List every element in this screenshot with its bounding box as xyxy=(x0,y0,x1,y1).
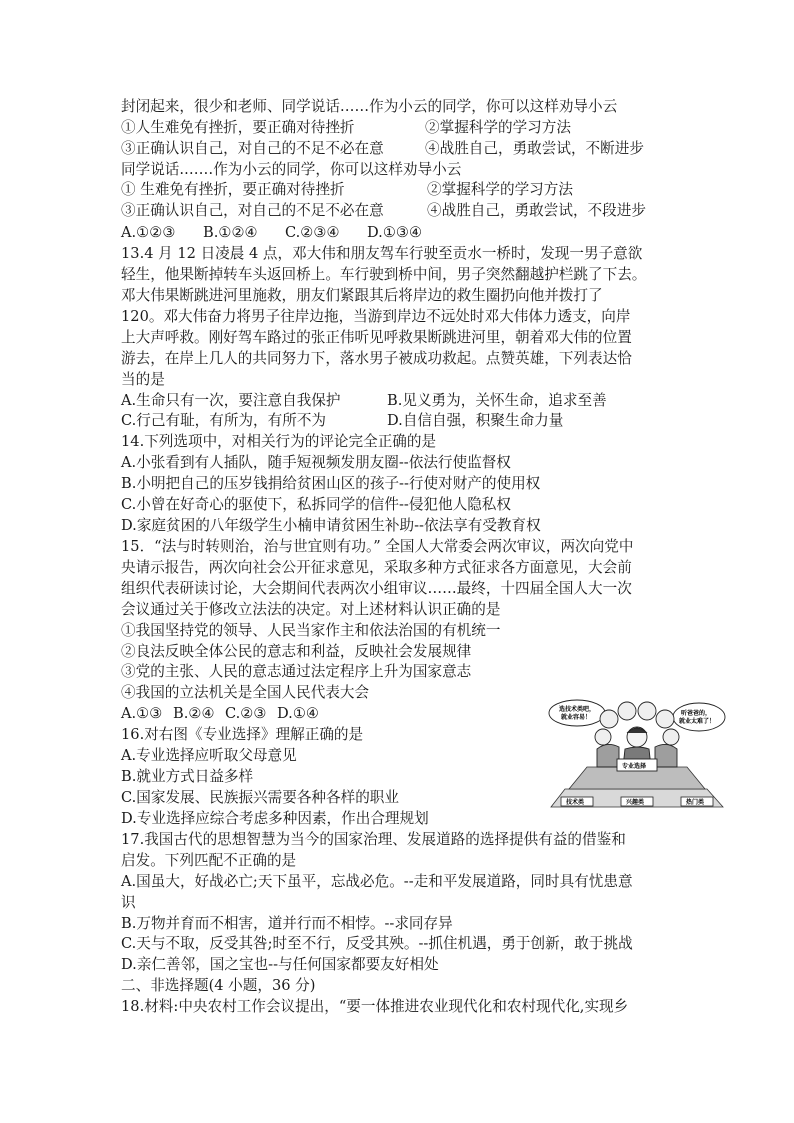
text-line: 同学说话.……作为小云的同学，你可以这样劝导小云 xyxy=(121,161,462,178)
option-row xyxy=(121,179,573,200)
option: B.②④ xyxy=(173,705,215,722)
option: A.①②③ xyxy=(121,224,176,241)
bubble-text: 就业太难了！ xyxy=(679,718,716,725)
answer-options xyxy=(121,703,319,724)
text-line: ④我国的立法机关是全国人民代表大会 xyxy=(121,684,370,701)
text-line: C.国家发展、民族振兴需要各种各样的职业 xyxy=(121,789,399,806)
option: ③正确认识自己，对自己的不足不必在意 xyxy=(121,202,384,219)
text-line: 央请示报告，两次向社会公开征求意见，采取多种方式征求各方面意见，大会前 xyxy=(121,559,632,576)
option: ④战胜自己，勇敢尝试，不断进步 xyxy=(425,140,644,157)
question-18: 18.材料:中央农村工作会议提出，“要一体推进农业现代化和农村现代化,实现乡 xyxy=(121,998,629,1015)
question-15: 15．“法与时转则治，治与世宜则有功。” 全国人大常委会两次审议，两次向党中 xyxy=(121,538,634,555)
text-line: D.专业选择应综合考虑多种因素，作出合理规划 xyxy=(121,810,429,827)
left-speech-bubble xyxy=(549,700,605,726)
path-label: 技术类 xyxy=(566,799,585,806)
text-line: A.小张看到有人插队，随手短视频发朋友圈--依法行使监督权 xyxy=(121,454,511,471)
question-16: 16.对右图《专业选择》理解正确的是 xyxy=(121,726,364,743)
text-line: 识 xyxy=(121,894,136,911)
option: ②掌握科学的学习方法 xyxy=(425,119,571,136)
option-row xyxy=(121,200,646,221)
center-label: 专业选择 xyxy=(622,763,647,770)
cartoon-professional-choice xyxy=(547,697,727,809)
text-line: ②良法反映全体公民的意志和利益，反映社会发展规律 xyxy=(121,643,472,660)
text-line: D.亲仁善邻，国之宝也--与任何国家都要友好相处 xyxy=(121,956,439,973)
right-speech-bubble xyxy=(673,703,725,731)
text-line: 上大声呼救。刚好驾车路过的张正伟听见呼救果断跳进河里，朝着邓大伟的位置 xyxy=(121,329,632,346)
option: B.见义勇为，关怀生命，追求至善 xyxy=(387,392,607,409)
text-line: ①我国坚持党的领导、人民当家作主和依法治国的有机统一 xyxy=(121,622,501,639)
text-line: 当的是 xyxy=(121,371,165,388)
question-13: 13.4 月 12 日凌晨 4 点，邓大伟和朋友驾车行驶至贡水一桥时，发现一男子意欲 xyxy=(121,245,643,262)
question-14: 14.下列选项中，对相关行为的评论完全正确的是 xyxy=(121,433,437,450)
path-label: 热门类 xyxy=(686,799,705,806)
option-row xyxy=(121,390,607,411)
option: D.自信自强，积聚生命力量 xyxy=(387,412,564,429)
text-line: 120。邓大伟奋力将男子往岸边拖，当游到岸边不远处时邓大伟体力透支，向岸 xyxy=(121,308,631,325)
text-line: B.小明把自己的压岁钱捐给贫困山区的孩子--行使对财产的使用权 xyxy=(121,475,541,492)
option: D.①③④ xyxy=(367,224,423,241)
bubble-text: 就业容易！ xyxy=(561,714,592,721)
text-line: A.国虽大，好战必亡;天下虽平，忘战必危。--走和平发展道路，同时具有忧患意 xyxy=(121,873,633,890)
text-line: 轻生，他果断掉转车头返回桥上。车行驶到桥中间，男子突然翻越护栏跳了下去。 xyxy=(121,266,647,283)
bubble-text: 选技术类吧， xyxy=(559,706,596,713)
section-heading: 二、非选择题(4 小题，36 分) xyxy=(121,977,316,994)
option-row xyxy=(121,410,563,431)
text-line: 游去，在岸上几人的共同努力下，落水男子被成功救起。点赞英雄，下列表达恰 xyxy=(121,350,632,367)
option: A.①③ xyxy=(121,705,163,722)
text-line: 组织代表研读讨论，大会期间代表两次小组审议……最终，十四届全国人大一次 xyxy=(121,580,632,597)
text-line: 启发。下列匹配不正确的是 xyxy=(121,852,297,869)
option: ②掌握科学的学习方法 xyxy=(427,181,573,198)
option: B.①②④ xyxy=(203,224,258,241)
option-row xyxy=(121,138,644,159)
option: ① 生难免有挫折，要正确对待挫折 xyxy=(121,181,345,198)
text-line: B.就业方式日益多样 xyxy=(121,768,254,785)
option: C.②③ xyxy=(225,705,267,722)
option: ④战胜自己，勇敢尝试，不段进步 xyxy=(427,202,646,219)
option: ③正确认识自己，对自己的不足不必在意 xyxy=(121,140,384,157)
text-line: ③党的主张、人民的意志通过法定程序上升为国家意志 xyxy=(121,663,472,680)
text-line: C.小曾在好奇心的驱使下，私拆同学的信件--侵犯他人隐私权 xyxy=(121,496,511,513)
option: C.行己有耻，有所为，有所不为 xyxy=(121,412,327,429)
option-row xyxy=(121,117,571,138)
text-line: D.家庭贫困的八年级学生小楠申请贫困生补助--依法享有受教育权 xyxy=(121,517,541,534)
text-line: 封闭起来，很少和老师、同学说话……作为小云的同学，你可以这样劝导小云 xyxy=(121,98,618,115)
text-line: 邓大伟果断跳进河里施救，朋友们紧跟其后将岸边的救生圈扔向他并拨打了 xyxy=(121,287,603,304)
text-line: 会议通过关于修改立法法的决定。对上述材料认识正确的是 xyxy=(121,601,501,618)
text-line: B.万物并育而不相害，道并行而不相悖。--求同存异 xyxy=(121,915,453,932)
question-17: 17.我国古代的思想智慧为当今的国家治理、发展道路的选择提供有益的借鉴和 xyxy=(121,831,626,848)
option: A.生命只有一次，要注意自我保护 xyxy=(121,392,341,409)
option: C.②③④ xyxy=(285,224,340,241)
answer-options xyxy=(121,222,422,243)
option: D.①④ xyxy=(277,705,319,722)
text-line: A.专业选择应听取父母意见 xyxy=(121,747,297,764)
path-label: 兴趣类 xyxy=(626,799,645,806)
bubble-text: 听爸爸的， xyxy=(681,710,712,717)
option: ①人生难免有挫折，要正确对待挫折 xyxy=(121,119,355,136)
text-line: C.天与不取，反受其咎;时至不行，反受其殃。--抓住机遇，勇于创新，敢于挑战 xyxy=(121,935,633,952)
